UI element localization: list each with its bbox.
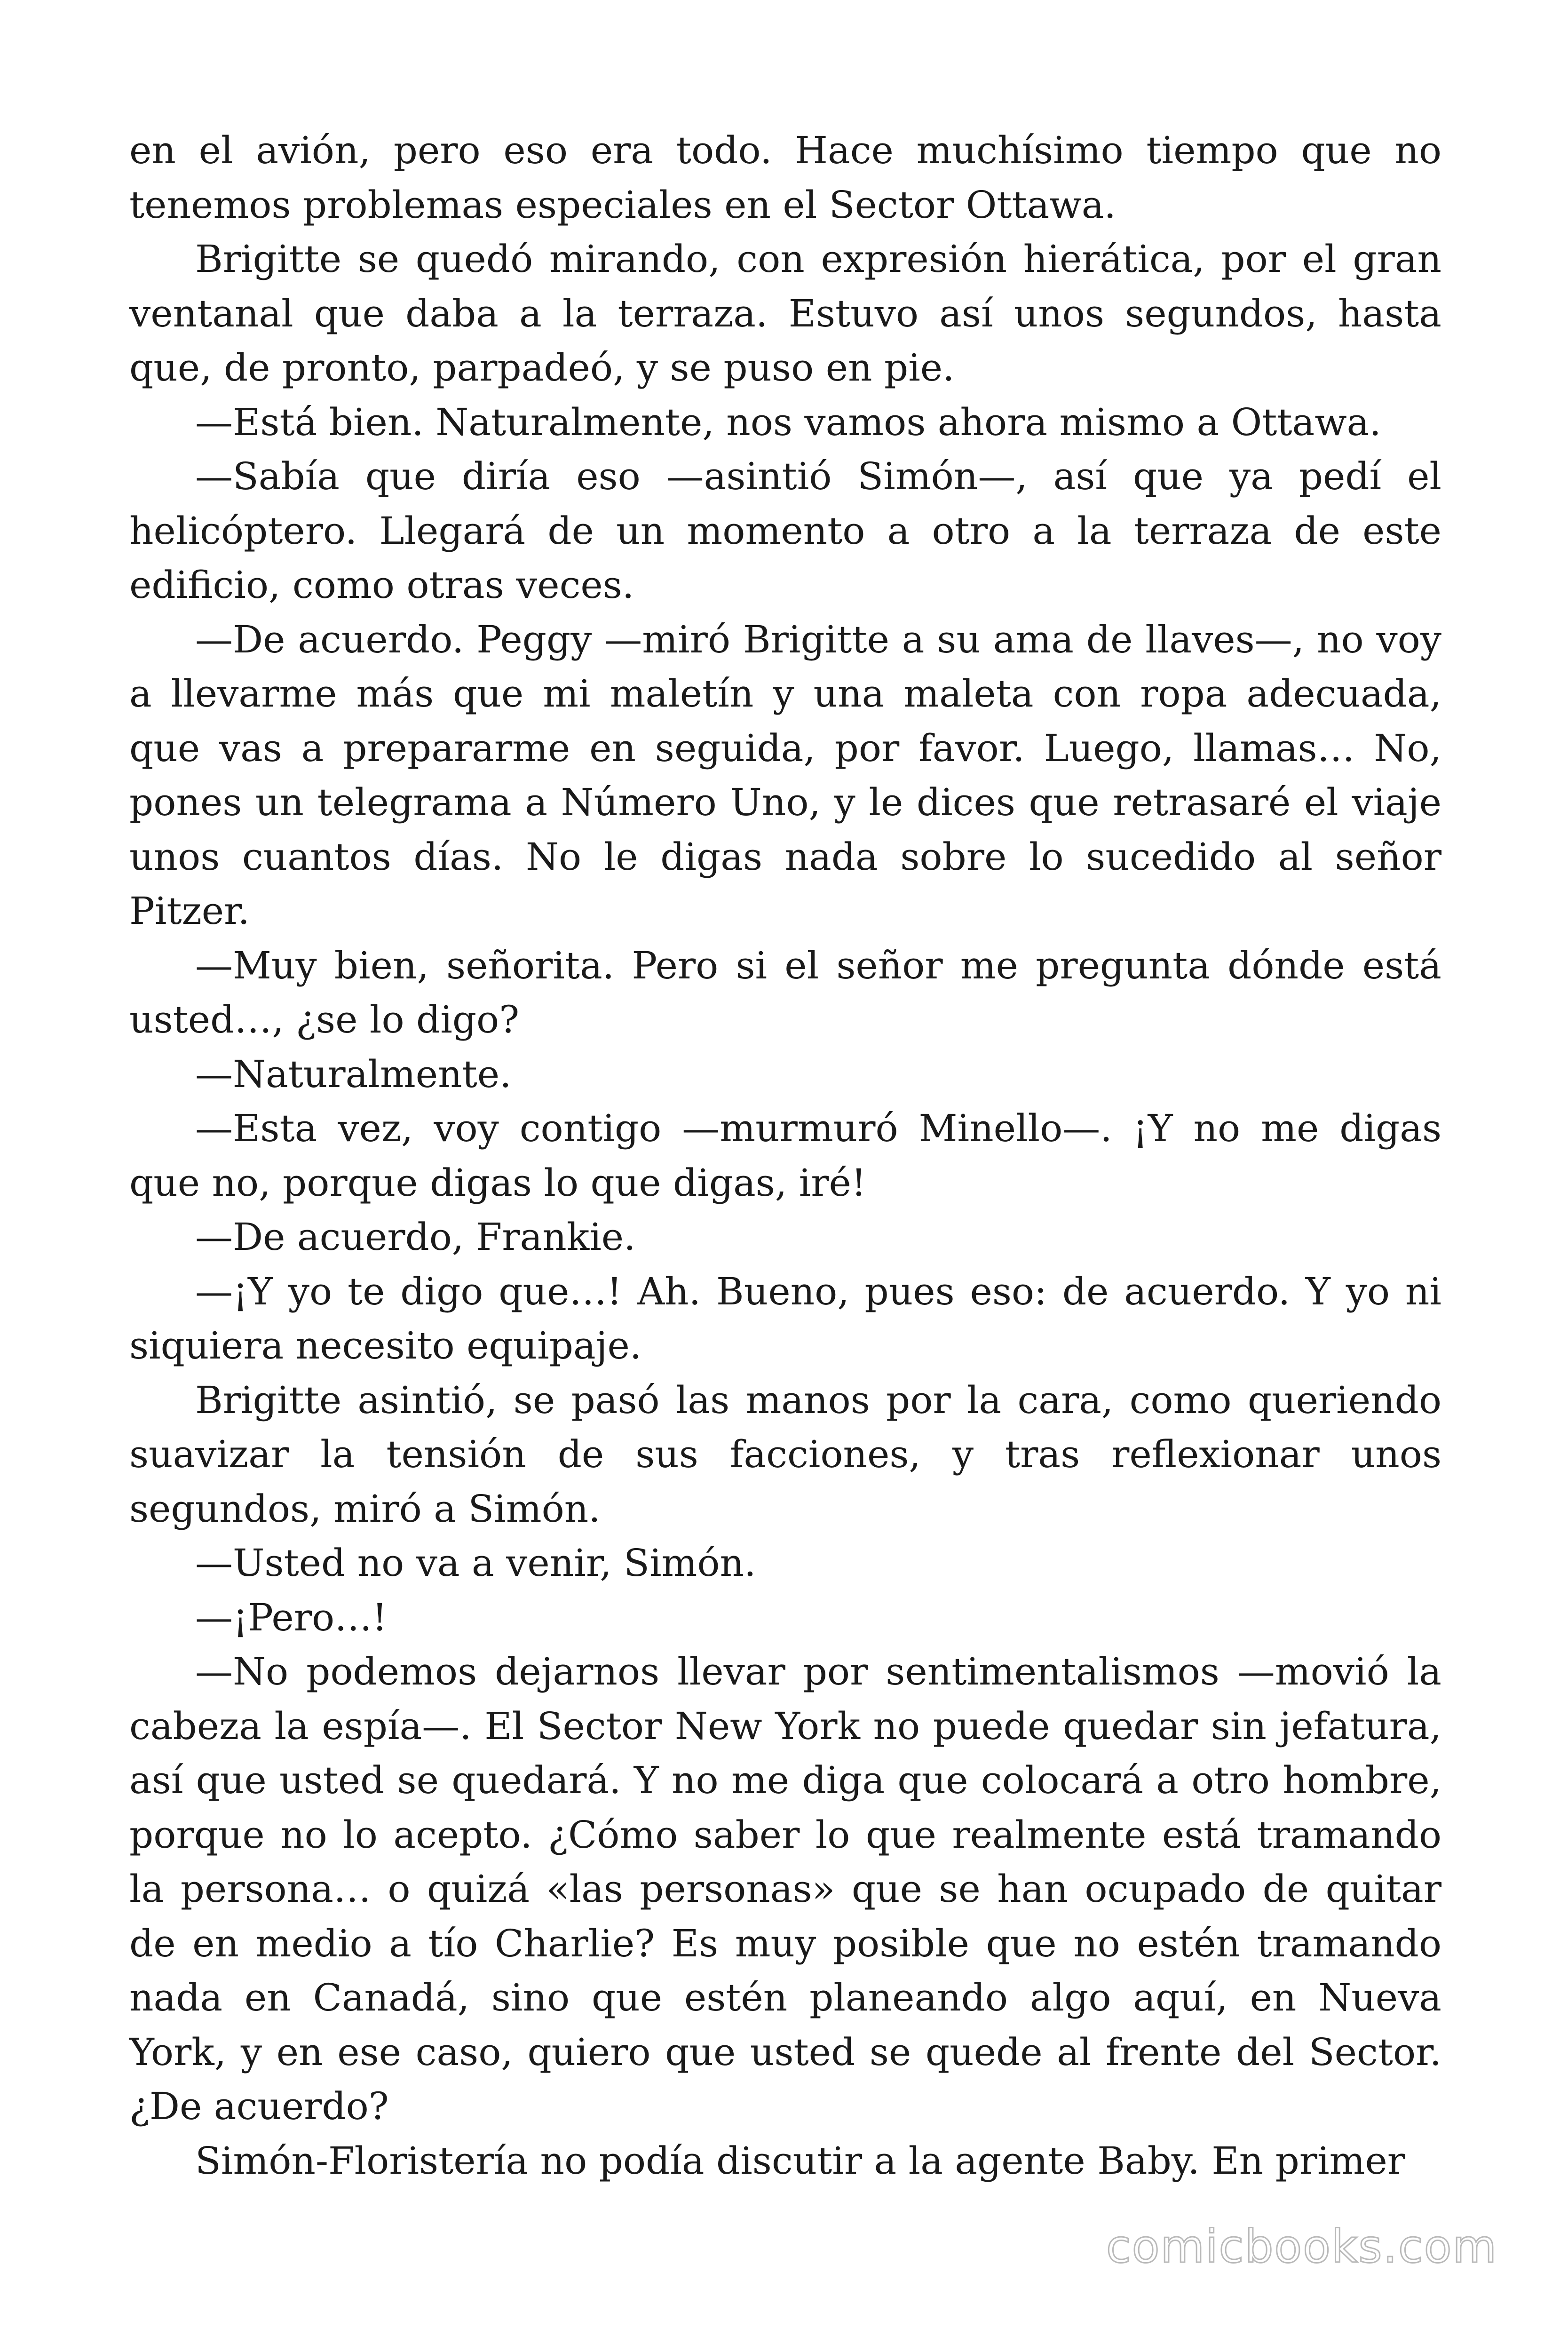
paragraph: —De acuerdo, Frankie. bbox=[195, 1215, 636, 1259]
paragraph: —Esta vez, voy contigo —murmuró Minello—. ¡Y no me digas que no, porque digas lo que digas, iré! bbox=[129, 1106, 1441, 1205]
paragraph: —Usted no va a venir, Simón. bbox=[195, 1541, 756, 1585]
paragraph: Brigitte asintió, se pasó las manos por la cara, como queriendo suavizar la tensión de sus facciones, y tras reflexionar unos segundos, miró a Simón. bbox=[129, 1378, 1441, 1531]
paragraph: —De acuerdo. Peggy —miró Brigitte a su ama de llaves—, no voy a llevarme más que mi maletín y una maleta con ropa adecuada, que vas a prepararme en seguida, por favor. Luego, llamas… No, pones un telegrama a Número Uno, y le dices que retrasaré el viaje unos cuantos días. No le digas nada sobre lo sucedido al señor Pitzer. bbox=[129, 617, 1441, 933]
paragraph: —Sabía que diría eso —asintió Simón—, así que ya pedí el helicóptero. Llegará de un momento a otro a la terraza de este edificio, como otras veces. bbox=[129, 454, 1441, 607]
paragraph: —No podemos dejarnos llevar por sentimentalismos —movió la cabeza la espía—. El Sector New York no puede quedar sin jefatura, así que usted se quedará. Y no me diga que colocará a otro hombre, porque no lo acepto. ¿Cómo saber lo que realmente está tramando la persona… o quizá «las personas» que se han ocupado de quitar de en medio a tío Charlie? Es muy posible que no estén tramando nada en Canadá, sino que estén planeando algo aquí, en Nueva York, y en ese caso, quiero que usted se quede al frente del Sector. ¿De acuerdo? bbox=[129, 1650, 1441, 2128]
paragraph: —¡Pero…! bbox=[195, 1595, 388, 1639]
watermark: comicbooks.com bbox=[1106, 2220, 1497, 2273]
paragraph: en el avión, pero eso era todo. Hace muchísimo tiempo que no tenemos problemas especiales en el Sector Ottawa. bbox=[129, 128, 1441, 227]
paragraph: —Naturalmente. bbox=[195, 1052, 512, 1096]
paragraph: —Muy bien, señorita. Pero si el señor me pregunta dónde está usted…, ¿se lo digo? bbox=[129, 943, 1441, 1041]
paragraph: —¡Y yo te digo que…! Ah. Bueno, pues eso: de acuerdo. Y yo ni siquiera necesito equipaje. bbox=[129, 1269, 1441, 1367]
body-text bbox=[129, 123, 1441, 2188]
paragraph: Brigitte se quedó mirando, con expresión hierática, por el gran ventanal que daba a la terraza. Estuvo así unos segundos, hasta que, de pronto, parpadeó, y se puso en pie. bbox=[129, 237, 1441, 389]
paragraph: —Está bien. Naturalmente, nos vamos ahora mismo a Ottawa. bbox=[195, 400, 1381, 444]
paragraph: Simón-Floristería no podía discutir a la agente Baby. En primer bbox=[195, 2138, 1406, 2183]
